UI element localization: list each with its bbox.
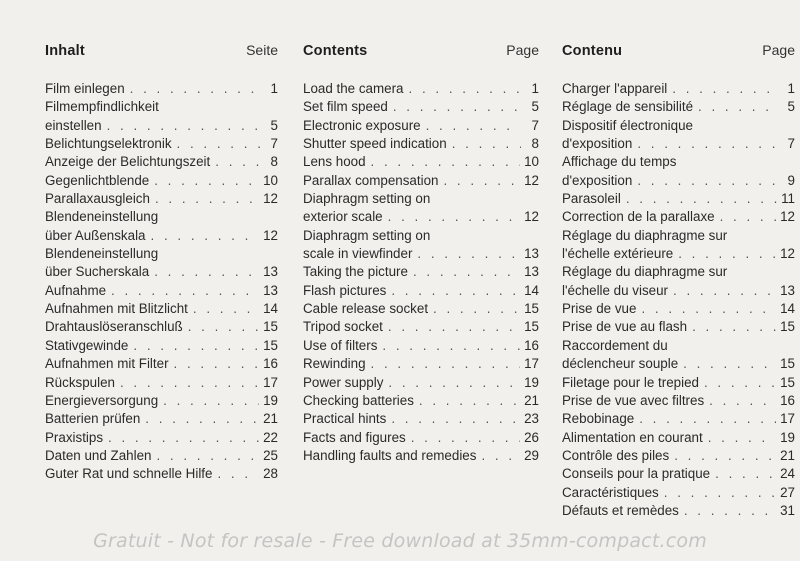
toc-entry	[45, 190, 278, 208]
toc-entry	[562, 98, 795, 116]
dot-leader	[154, 263, 259, 281]
toc-entry	[562, 484, 795, 502]
toc-entry	[562, 392, 795, 410]
toc-entry-title: Rewinding	[303, 356, 366, 372]
toc-entry-page: 15	[780, 356, 795, 372]
dot-leader	[419, 392, 520, 410]
toc-entry-title: Anzeige der Belichtungszeit	[45, 154, 211, 170]
toc-entry	[303, 337, 539, 355]
toc-entry	[562, 245, 795, 263]
toc-entry	[45, 374, 278, 392]
toc-entry-page: 13	[263, 282, 278, 298]
dot-leader	[388, 318, 520, 336]
dot-leader	[678, 245, 776, 263]
dot-leader	[156, 447, 259, 465]
toc-entry-page: 12	[780, 209, 795, 225]
toc-entry	[303, 429, 539, 447]
toc-entry	[562, 227, 795, 245]
toc-entry-page: 17	[263, 374, 278, 390]
dot-leader	[637, 172, 777, 190]
dot-leader	[371, 153, 521, 171]
toc-entry-title: Filmempfindlichkeit	[45, 99, 159, 115]
dot-leader	[163, 392, 259, 410]
dot-leader	[145, 410, 259, 428]
toc-entry-page: 15	[524, 319, 539, 335]
dot-leader	[391, 410, 520, 428]
toc-entry-page: 11	[781, 191, 795, 207]
dot-leader	[388, 374, 520, 392]
toc-entry-page: 14	[780, 301, 795, 317]
toc-entry-title: Flash pictures	[303, 282, 387, 298]
toc-entry-title: Parasoleil	[562, 191, 621, 207]
toc-entry-title: Aufnahmen mit Blitzlicht	[45, 301, 188, 317]
toc-entry	[562, 355, 795, 373]
toc-entry-page: 19	[524, 374, 539, 390]
toc-entry	[562, 429, 795, 447]
toc-entry-page: 12	[263, 191, 278, 207]
toc-entry-page: 29	[524, 447, 539, 463]
toc-entry	[45, 98, 278, 116]
dot-leader	[664, 484, 776, 502]
toc-entry-title: Belichtungselektronik	[45, 136, 172, 152]
toc-column-german	[45, 42, 278, 484]
dot-leader	[188, 318, 259, 336]
toc-entry-page: 7	[787, 136, 795, 152]
toc-entry	[45, 429, 278, 447]
toc-entry	[303, 98, 539, 116]
toc-entry	[562, 135, 795, 153]
toc-entry-page: 13	[524, 264, 539, 280]
toc-entry-title: Blendeneinstellung	[45, 246, 159, 262]
toc-entry-title: Parallaxausgleich	[45, 191, 150, 207]
toc-entry	[562, 190, 795, 208]
toc-entry	[303, 355, 539, 373]
dot-leader	[409, 80, 522, 98]
toc-entry-title: Parallax compensation	[303, 172, 439, 188]
column-title: Contenu	[562, 43, 623, 59]
toc-entry-page: 8	[270, 154, 278, 170]
toc-entry-title: Batterien prüfen	[45, 411, 141, 427]
toc-entry-title: Use of filters	[303, 337, 378, 353]
toc-entry	[303, 263, 539, 281]
toc-entry	[303, 447, 539, 465]
toc-entry-page: 7	[270, 136, 278, 152]
toc-entry	[562, 337, 795, 355]
toc-entry	[303, 227, 539, 245]
toc-entry	[303, 282, 539, 300]
dot-leader	[193, 300, 259, 318]
toc-entry-page: 15	[524, 301, 539, 317]
toc-entry	[562, 153, 795, 171]
dot-leader	[382, 337, 520, 355]
toc-entry-page: 12	[263, 227, 278, 243]
toc-entry-page: 31	[780, 502, 795, 518]
dot-leader	[426, 117, 521, 135]
toc-entry-page: 15	[780, 319, 795, 335]
toc-entry-page: 19	[263, 392, 278, 408]
toc-entry-page: 1	[531, 81, 539, 96]
toc-entry-title: Checking batteries	[303, 392, 414, 408]
dot-leader	[639, 410, 776, 428]
toc-entry-page: 15	[263, 337, 278, 353]
dot-leader	[704, 374, 776, 392]
toc-entry-title: Correction de la parallaxe	[562, 209, 715, 225]
toc-entry	[45, 80, 278, 98]
dot-leader	[709, 392, 776, 410]
dot-leader	[154, 172, 259, 190]
toc-entry-title: Taking the picture	[303, 264, 408, 280]
toc-entry	[45, 282, 278, 300]
toc-entry-title: l'échelle extérieure	[562, 246, 674, 262]
toc-entry-page: 13	[263, 264, 278, 280]
toc-entry-title: Power supply	[303, 374, 384, 390]
toc-entry-title: Réglage du diaphragme sur	[562, 264, 728, 280]
toc-entry-page: 17	[524, 356, 539, 372]
dot-leader	[433, 300, 520, 318]
toc-entry-title: Rebobinage	[562, 411, 635, 427]
toc-entry	[562, 80, 795, 98]
toc-entry-title: Guter Rat und schnelle Hilfe	[45, 466, 213, 482]
column-title: Contents	[303, 43, 368, 59]
toc-entry-page: 27	[780, 484, 795, 500]
dot-leader	[130, 80, 260, 98]
toc-list	[45, 80, 278, 484]
toc-entry-page: 5	[531, 99, 539, 115]
toc-entry-page: 21	[780, 447, 795, 463]
watermark-text: Gratuit - Not for resale - Free download at 35mm-compact.com	[93, 530, 707, 552]
dot-leader	[215, 153, 260, 171]
dot-leader	[417, 245, 520, 263]
toc-entry-page: 24	[780, 466, 795, 482]
toc-entry-page: 12	[524, 172, 539, 188]
toc-entry	[303, 300, 539, 318]
dot-leader	[683, 355, 776, 373]
toc-entry-page: 15	[780, 374, 795, 390]
toc-entry-page: 17	[780, 411, 795, 427]
toc-entry	[45, 153, 278, 171]
toc-entry-page: 10	[263, 172, 278, 188]
toc-entry	[45, 355, 278, 373]
toc-entry-title: Lens hood	[303, 154, 366, 170]
toc-entry	[45, 117, 278, 135]
dot-leader	[411, 429, 520, 447]
toc-entry-page: 9	[787, 172, 795, 188]
toc-entry-title: Raccordement du	[562, 337, 668, 353]
toc-entry-title: Shutter speed indication	[303, 136, 447, 152]
toc-entry	[562, 318, 795, 336]
dot-leader	[692, 318, 776, 336]
dot-leader	[217, 465, 259, 483]
dot-leader	[111, 282, 259, 300]
toc-entry-title: Aufnahmen mit Filter	[45, 356, 169, 372]
column-header	[303, 42, 539, 64]
toc-entry-page: 13	[780, 282, 795, 298]
toc-entry-page: 12	[524, 209, 539, 225]
dot-leader	[108, 429, 259, 447]
toc-entry	[303, 410, 539, 428]
dot-leader	[120, 374, 259, 392]
column-header	[45, 42, 278, 64]
toc-entry-title: Gegenlichtblende	[45, 172, 150, 188]
dot-leader	[174, 355, 260, 373]
dot-leader	[626, 190, 777, 208]
toc-entry-page: 16	[524, 337, 539, 353]
toc-list	[303, 80, 539, 465]
toc-column-french	[562, 42, 795, 520]
page-column-label: Page	[506, 42, 539, 58]
toc-entry-title: Contrôle des piles	[562, 447, 670, 463]
dot-leader	[107, 117, 260, 135]
dot-leader	[133, 337, 259, 355]
toc-entry-title: Load the camera	[303, 81, 404, 96]
toc-entry-title: Cable release socket	[303, 301, 429, 317]
toc-entry	[562, 502, 795, 520]
toc-entry-page: 7	[531, 117, 539, 133]
toc-entry	[303, 374, 539, 392]
toc-entry-title: Filetage pour le trepied	[562, 374, 699, 390]
toc-entry	[303, 392, 539, 410]
dot-leader	[151, 227, 260, 245]
toc-entry	[562, 117, 795, 135]
toc-entry-title: Blendeneinstellung	[45, 209, 159, 225]
toc-entry	[562, 300, 795, 318]
toc-entry-page: 21	[263, 411, 278, 427]
toc-entry	[562, 172, 795, 190]
toc-entry-title: Prise de vue	[562, 301, 637, 317]
toc-entry-title: Réglage de sensibilité	[562, 99, 694, 115]
toc-entry	[45, 263, 278, 281]
toc-entry-title: déclencheur souple	[562, 356, 679, 372]
toc-entry-page: 28	[263, 466, 278, 482]
toc-entry	[45, 447, 278, 465]
toc-entry-page: 5	[270, 117, 278, 133]
toc-entry-title: Drahtauslöseranschluß	[45, 319, 183, 335]
toc-entry-title: Handling faults and remedies	[303, 447, 477, 463]
toc-entry-page: 1	[270, 81, 278, 96]
dot-leader	[708, 429, 776, 447]
dot-leader	[177, 135, 260, 153]
toc-entry-page: 16	[780, 392, 795, 408]
dot-leader	[715, 465, 776, 483]
toc-entry	[562, 447, 795, 465]
toc-entry	[562, 465, 795, 483]
dot-leader	[481, 447, 520, 465]
toc-entry	[45, 172, 278, 190]
dot-leader	[393, 98, 521, 116]
toc-entry-page: 26	[524, 429, 539, 445]
page-column-label: Page	[762, 42, 795, 58]
toc-entry	[562, 263, 795, 281]
dot-leader	[388, 208, 520, 226]
toc-entry	[303, 80, 539, 98]
toc-entry-title: scale in viewfinder	[303, 246, 413, 262]
toc-entry	[303, 318, 539, 336]
toc-entry	[303, 172, 539, 190]
toc-entry-page: 10	[524, 154, 539, 170]
toc-entry	[45, 337, 278, 355]
toc-entry	[303, 153, 539, 171]
toc-entry-title: Aufnahme	[45, 282, 107, 298]
toc-entry-title: Diaphragm setting on	[303, 191, 431, 207]
toc-entry-title: einstellen	[45, 117, 102, 133]
toc-entry	[45, 245, 278, 263]
column-title: Inhalt	[45, 43, 85, 59]
toc-entry-page: 22	[263, 429, 278, 445]
dot-leader	[641, 300, 776, 318]
toc-entry-title: Set film speed	[303, 99, 388, 115]
dot-leader	[698, 98, 777, 116]
dot-leader	[391, 282, 520, 300]
toc-entry-title: über Außenskala	[45, 227, 146, 243]
toc-entry-title: Stativgewinde	[45, 337, 129, 353]
toc-entry-page: 5	[787, 99, 795, 115]
toc-entry-page: 15	[263, 319, 278, 335]
dot-leader	[720, 208, 777, 226]
dot-leader	[673, 282, 776, 300]
dot-leader	[674, 447, 776, 465]
toc-entry-title: Film einlegen	[45, 81, 125, 96]
toc-entry-page: 1	[787, 81, 795, 96]
toc-entry	[303, 208, 539, 226]
toc-entry-title: Caractéristiques	[562, 484, 659, 500]
toc-entry	[45, 227, 278, 245]
toc-entry-title: d'exposition	[562, 136, 633, 152]
toc-entry-title: Praxistips	[45, 429, 104, 445]
toc-entry-page: 23	[524, 411, 539, 427]
dot-leader	[413, 263, 520, 281]
toc-list	[562, 80, 795, 520]
toc-entry	[45, 300, 278, 318]
toc-entry-title: Facts and figures	[303, 429, 406, 445]
dot-leader	[672, 80, 777, 98]
toc-entry-page: 14	[263, 301, 278, 317]
dot-leader	[637, 135, 777, 153]
toc-entry-title: Diaphragm setting on	[303, 227, 431, 243]
toc-entry	[303, 135, 539, 153]
toc-entry	[45, 410, 278, 428]
toc-entry-title: Energieversorgung	[45, 392, 159, 408]
toc-entry	[303, 190, 539, 208]
dot-leader	[371, 355, 521, 373]
toc-entry-title: Rückspulen	[45, 374, 115, 390]
toc-entry-title: l'échelle du viseur	[562, 282, 669, 298]
toc-entry-page: 19	[780, 429, 795, 445]
toc-entry-title: Tripod socket	[303, 319, 383, 335]
toc-entry	[45, 135, 278, 153]
toc-entry-title: Practical hints	[303, 411, 387, 427]
column-header	[562, 42, 795, 64]
toc-entry-page: 13	[524, 246, 539, 262]
toc-entry-title: Dispositif électronique	[562, 117, 693, 133]
toc-entry	[303, 245, 539, 263]
toc-entry-title: Réglage du diaphragme sur	[562, 227, 728, 243]
dot-leader	[684, 502, 776, 520]
toc-entry	[45, 208, 278, 226]
toc-entry-title: Alimentation en courant	[562, 429, 703, 445]
toc-entry	[562, 282, 795, 300]
dot-leader	[443, 172, 520, 190]
toc-entry	[45, 465, 278, 483]
toc-entry-title: Daten und Zahlen	[45, 447, 152, 463]
page-column-label: Seite	[246, 42, 278, 58]
toc-entry-page: 25	[263, 447, 278, 463]
toc-entry-title: Prise de vue avec filtres	[562, 392, 705, 408]
toc-entry	[562, 374, 795, 392]
toc-entry	[303, 117, 539, 135]
toc-entry-title: Charger l'appareil	[562, 81, 668, 96]
toc-entry-page: 8	[531, 136, 539, 152]
dot-leader	[452, 135, 521, 153]
toc-entry	[562, 410, 795, 428]
toc-entry-title: exterior scale	[303, 209, 383, 225]
dot-leader	[155, 190, 259, 208]
toc-entry-title: Conseils pour la pratique	[562, 466, 711, 482]
toc-entry-page: 12	[780, 246, 795, 262]
toc-entry-title: Prise de vue au flash	[562, 319, 688, 335]
toc-entry-page: 16	[263, 356, 278, 372]
toc-column-english	[303, 42, 539, 465]
toc-entry	[45, 392, 278, 410]
toc-entry-title: über Sucherskala	[45, 264, 150, 280]
toc-entry-title: d'exposition	[562, 172, 633, 188]
toc-entry	[45, 318, 278, 336]
toc-entry	[562, 208, 795, 226]
toc-entry-title: Electronic exposure	[303, 117, 421, 133]
toc-entry-page: 14	[524, 282, 539, 298]
toc-entry-page: 21	[524, 392, 539, 408]
toc-entry-title: Défauts et remèdes	[562, 502, 679, 518]
toc-entry-title: Affichage du temps	[562, 154, 677, 170]
